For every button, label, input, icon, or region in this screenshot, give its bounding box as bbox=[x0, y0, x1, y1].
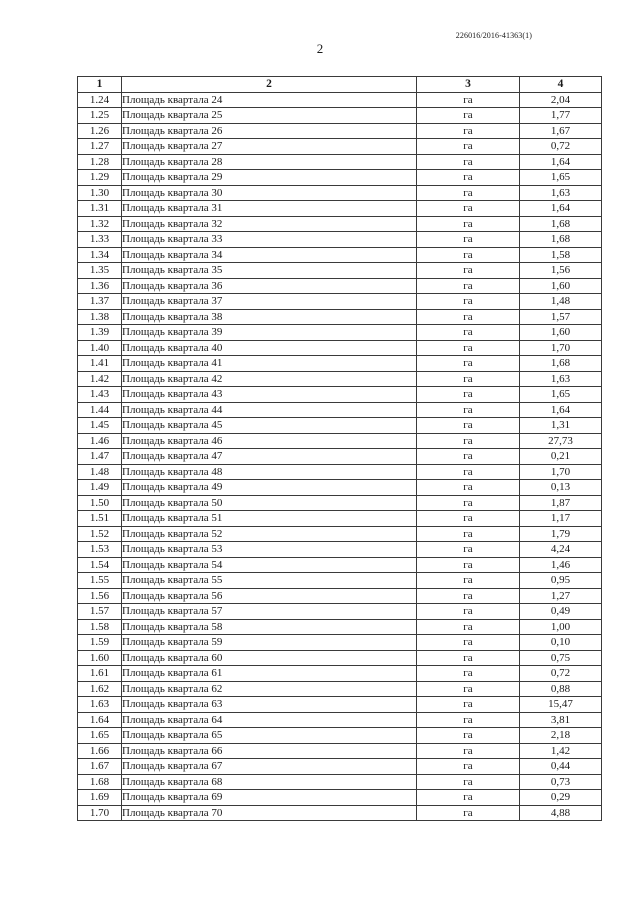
row-number-cell: 1.26 bbox=[78, 123, 122, 139]
row-number-cell: 1.25 bbox=[78, 108, 122, 124]
row-value-cell: 1,64 bbox=[520, 402, 602, 418]
row-value-cell: 0,44 bbox=[520, 759, 602, 775]
row-value-cell: 1,56 bbox=[520, 263, 602, 279]
row-unit-cell: га bbox=[417, 557, 520, 573]
row-name-cell: Площадь квартала 32 bbox=[122, 216, 417, 232]
row-value-cell: 0,72 bbox=[520, 139, 602, 155]
row-name-cell: Площадь квартала 42 bbox=[122, 371, 417, 387]
row-name-cell: Площадь квартала 67 bbox=[122, 759, 417, 775]
row-unit-cell: га bbox=[417, 123, 520, 139]
row-unit-cell: га bbox=[417, 247, 520, 263]
table-row bbox=[78, 309, 602, 325]
row-name-cell: Площадь квартала 61 bbox=[122, 666, 417, 682]
table-row bbox=[78, 480, 602, 496]
row-number-cell: 1.68 bbox=[78, 774, 122, 790]
table-row bbox=[78, 743, 602, 759]
row-value-cell: 1,65 bbox=[520, 170, 602, 186]
table-row bbox=[78, 557, 602, 573]
row-number-cell: 1.45 bbox=[78, 418, 122, 434]
row-value-cell: 0,10 bbox=[520, 635, 602, 651]
row-number-cell: 1.64 bbox=[78, 712, 122, 728]
row-value-cell: 2,18 bbox=[520, 728, 602, 744]
data-table bbox=[77, 76, 602, 821]
table-row bbox=[78, 263, 602, 279]
row-unit-cell: га bbox=[417, 588, 520, 604]
row-number-cell: 1.61 bbox=[78, 666, 122, 682]
row-number-cell: 1.50 bbox=[78, 495, 122, 511]
row-unit-cell: га bbox=[417, 433, 520, 449]
row-name-cell: Площадь квартала 36 bbox=[122, 278, 417, 294]
row-value-cell: 0,73 bbox=[520, 774, 602, 790]
row-number-cell: 1.34 bbox=[78, 247, 122, 263]
column-header-4: 4 bbox=[520, 77, 602, 93]
row-name-cell: Площадь квартала 45 bbox=[122, 418, 417, 434]
table-row bbox=[78, 728, 602, 744]
row-name-cell: Площадь квартала 41 bbox=[122, 356, 417, 372]
column-header-2: 2 bbox=[122, 77, 417, 93]
row-number-cell: 1.31 bbox=[78, 201, 122, 217]
row-value-cell: 0,49 bbox=[520, 604, 602, 620]
table-row bbox=[78, 371, 602, 387]
page-number: 2 bbox=[316, 41, 324, 56]
row-name-cell: Площадь квартала 64 bbox=[122, 712, 417, 728]
row-number-cell: 1.24 bbox=[78, 92, 122, 108]
table-row bbox=[78, 294, 602, 310]
row-number-cell: 1.54 bbox=[78, 557, 122, 573]
table-row bbox=[78, 759, 602, 775]
row-number-cell: 1.36 bbox=[78, 278, 122, 294]
row-unit-cell: га bbox=[417, 263, 520, 279]
row-name-cell: Площадь квартала 57 bbox=[122, 604, 417, 620]
row-value-cell: 1,67 bbox=[520, 123, 602, 139]
row-number-cell: 1.47 bbox=[78, 449, 122, 465]
table-row bbox=[78, 340, 602, 356]
row-name-cell: Площадь квартала 54 bbox=[122, 557, 417, 573]
row-unit-cell: га bbox=[417, 728, 520, 744]
row-value-cell: 1,58 bbox=[520, 247, 602, 263]
row-name-cell: Площадь квартала 62 bbox=[122, 681, 417, 697]
row-value-cell: 4,88 bbox=[520, 805, 602, 821]
table-row bbox=[78, 495, 602, 511]
row-number-cell: 1.49 bbox=[78, 480, 122, 496]
row-unit-cell: га bbox=[417, 449, 520, 465]
row-value-cell: 4,24 bbox=[520, 542, 602, 558]
column-header-3: 3 bbox=[417, 77, 520, 93]
row-unit-cell: га bbox=[417, 371, 520, 387]
row-value-cell: 1,87 bbox=[520, 495, 602, 511]
row-number-cell: 1.29 bbox=[78, 170, 122, 186]
row-unit-cell: га bbox=[417, 139, 520, 155]
row-value-cell: 1,48 bbox=[520, 294, 602, 310]
row-name-cell: Площадь квартала 60 bbox=[122, 650, 417, 666]
row-number-cell: 1.66 bbox=[78, 743, 122, 759]
row-value-cell: 1,64 bbox=[520, 154, 602, 170]
row-unit-cell: га bbox=[417, 480, 520, 496]
row-name-cell: Площадь квартала 39 bbox=[122, 325, 417, 341]
row-value-cell: 1,63 bbox=[520, 371, 602, 387]
row-value-cell: 1,64 bbox=[520, 201, 602, 217]
row-value-cell: 1,27 bbox=[520, 588, 602, 604]
row-unit-cell: га bbox=[417, 790, 520, 806]
row-unit-cell: га bbox=[417, 185, 520, 201]
row-unit-cell: га bbox=[417, 604, 520, 620]
row-name-cell: Площадь квартала 35 bbox=[122, 263, 417, 279]
row-name-cell: Площадь квартала 66 bbox=[122, 743, 417, 759]
row-unit-cell: га bbox=[417, 697, 520, 713]
row-name-cell: Площадь квартала 38 bbox=[122, 309, 417, 325]
row-value-cell: 1,57 bbox=[520, 309, 602, 325]
row-name-cell: Площадь квартала 58 bbox=[122, 619, 417, 635]
table-row bbox=[78, 449, 602, 465]
row-value-cell: 1,79 bbox=[520, 526, 602, 542]
table-row bbox=[78, 635, 602, 651]
row-value-cell: 1,65 bbox=[520, 387, 602, 403]
table-row bbox=[78, 464, 602, 480]
row-unit-cell: га bbox=[417, 356, 520, 372]
table-row bbox=[78, 325, 602, 341]
row-unit-cell: га bbox=[417, 666, 520, 682]
row-unit-cell: га bbox=[417, 387, 520, 403]
row-unit-cell: га bbox=[417, 294, 520, 310]
column-header-1: 1 bbox=[78, 77, 122, 93]
row-number-cell: 1.62 bbox=[78, 681, 122, 697]
row-unit-cell: га bbox=[417, 402, 520, 418]
row-unit-cell: га bbox=[417, 495, 520, 511]
row-number-cell: 1.65 bbox=[78, 728, 122, 744]
row-name-cell: Площадь квартала 59 bbox=[122, 635, 417, 651]
row-name-cell: Площадь квартала 29 bbox=[122, 170, 417, 186]
table-row bbox=[78, 278, 602, 294]
table-row bbox=[78, 650, 602, 666]
table-row bbox=[78, 418, 602, 434]
row-number-cell: 1.30 bbox=[78, 185, 122, 201]
row-name-cell: Площадь квартала 44 bbox=[122, 402, 417, 418]
row-value-cell: 1,68 bbox=[520, 232, 602, 248]
row-name-cell: Площадь квартала 27 bbox=[122, 139, 417, 155]
row-unit-cell: га bbox=[417, 805, 520, 821]
row-name-cell: Площадь квартала 37 bbox=[122, 294, 417, 310]
row-value-cell: 1,70 bbox=[520, 464, 602, 480]
row-value-cell: 15,47 bbox=[520, 697, 602, 713]
row-number-cell: 1.70 bbox=[78, 805, 122, 821]
row-number-cell: 1.41 bbox=[78, 356, 122, 372]
table-row bbox=[78, 185, 602, 201]
row-name-cell: Площадь квартала 51 bbox=[122, 511, 417, 527]
row-number-cell: 1.48 bbox=[78, 464, 122, 480]
row-name-cell: Площадь квартала 63 bbox=[122, 697, 417, 713]
row-unit-cell: га bbox=[417, 325, 520, 341]
row-unit-cell: га bbox=[417, 526, 520, 542]
row-value-cell: 3,81 bbox=[520, 712, 602, 728]
row-number-cell: 1.32 bbox=[78, 216, 122, 232]
row-name-cell: Площадь квартала 69 bbox=[122, 790, 417, 806]
row-value-cell: 0,29 bbox=[520, 790, 602, 806]
table-row bbox=[78, 154, 602, 170]
row-number-cell: 1.39 bbox=[78, 325, 122, 341]
row-value-cell: 0,88 bbox=[520, 681, 602, 697]
row-name-cell: Площадь квартала 48 bbox=[122, 464, 417, 480]
row-value-cell: 1,68 bbox=[520, 216, 602, 232]
row-name-cell: Площадь квартала 33 bbox=[122, 232, 417, 248]
row-name-cell: Площадь квартала 28 bbox=[122, 154, 417, 170]
row-number-cell: 1.35 bbox=[78, 263, 122, 279]
row-number-cell: 1.67 bbox=[78, 759, 122, 775]
table-row bbox=[78, 774, 602, 790]
table-row bbox=[78, 604, 602, 620]
row-number-cell: 1.27 bbox=[78, 139, 122, 155]
table-row bbox=[78, 247, 602, 263]
row-number-cell: 1.52 bbox=[78, 526, 122, 542]
row-unit-cell: га bbox=[417, 681, 520, 697]
row-name-cell: Площадь квартала 34 bbox=[122, 247, 417, 263]
row-name-cell: Площадь квартала 53 bbox=[122, 542, 417, 558]
row-name-cell: Площадь квартала 55 bbox=[122, 573, 417, 589]
table-row bbox=[78, 402, 602, 418]
table-row bbox=[78, 139, 602, 155]
table-row bbox=[78, 108, 602, 124]
table-row bbox=[78, 681, 602, 697]
row-unit-cell: га bbox=[417, 573, 520, 589]
row-unit-cell: га bbox=[417, 92, 520, 108]
row-number-cell: 1.42 bbox=[78, 371, 122, 387]
row-unit-cell: га bbox=[417, 340, 520, 356]
row-name-cell: Площадь квартала 46 bbox=[122, 433, 417, 449]
row-unit-cell: га bbox=[417, 542, 520, 558]
table-row bbox=[78, 92, 602, 108]
row-unit-cell: га bbox=[417, 154, 520, 170]
row-name-cell: Площадь квартала 47 bbox=[122, 449, 417, 465]
row-number-cell: 1.53 bbox=[78, 542, 122, 558]
row-number-cell: 1.58 bbox=[78, 619, 122, 635]
row-value-cell: 1,31 bbox=[520, 418, 602, 434]
row-value-cell: 1,70 bbox=[520, 340, 602, 356]
table-row bbox=[78, 201, 602, 217]
row-unit-cell: га bbox=[417, 712, 520, 728]
row-name-cell: Площадь квартала 52 bbox=[122, 526, 417, 542]
row-value-cell: 27,73 bbox=[520, 433, 602, 449]
row-number-cell: 1.46 bbox=[78, 433, 122, 449]
row-name-cell: Площадь квартала 49 bbox=[122, 480, 417, 496]
row-value-cell: 1,60 bbox=[520, 278, 602, 294]
row-unit-cell: га bbox=[417, 635, 520, 651]
table-row bbox=[78, 526, 602, 542]
row-name-cell: Площадь квартала 50 bbox=[122, 495, 417, 511]
row-name-cell: Площадь квартала 68 bbox=[122, 774, 417, 790]
row-value-cell: 2,04 bbox=[520, 92, 602, 108]
row-name-cell: Площадь квартала 24 bbox=[122, 92, 417, 108]
row-unit-cell: га bbox=[417, 650, 520, 666]
row-value-cell: 0,13 bbox=[520, 480, 602, 496]
row-unit-cell: га bbox=[417, 216, 520, 232]
row-number-cell: 1.63 bbox=[78, 697, 122, 713]
row-unit-cell: га bbox=[417, 418, 520, 434]
table-row bbox=[78, 356, 602, 372]
row-unit-cell: га bbox=[417, 743, 520, 759]
row-unit-cell: га bbox=[417, 759, 520, 775]
row-value-cell: 1,77 bbox=[520, 108, 602, 124]
table-row bbox=[78, 712, 602, 728]
row-unit-cell: га bbox=[417, 619, 520, 635]
row-number-cell: 1.69 bbox=[78, 790, 122, 806]
table-row bbox=[78, 216, 602, 232]
row-number-cell: 1.60 bbox=[78, 650, 122, 666]
row-unit-cell: га bbox=[417, 774, 520, 790]
row-value-cell: 1,00 bbox=[520, 619, 602, 635]
row-unit-cell: га bbox=[417, 170, 520, 186]
row-number-cell: 1.57 bbox=[78, 604, 122, 620]
row-number-cell: 1.44 bbox=[78, 402, 122, 418]
document-id: 226016/2016-41363(1) bbox=[455, 31, 532, 40]
table-row bbox=[78, 805, 602, 821]
table-row bbox=[78, 123, 602, 139]
row-number-cell: 1.40 bbox=[78, 340, 122, 356]
row-name-cell: Площадь квартала 26 bbox=[122, 123, 417, 139]
row-unit-cell: га bbox=[417, 309, 520, 325]
row-name-cell: Площадь квартала 70 bbox=[122, 805, 417, 821]
row-unit-cell: га bbox=[417, 511, 520, 527]
row-name-cell: Площадь квартала 56 bbox=[122, 588, 417, 604]
table-row bbox=[78, 790, 602, 806]
row-value-cell: 0,72 bbox=[520, 666, 602, 682]
table-row bbox=[78, 170, 602, 186]
row-number-cell: 1.28 bbox=[78, 154, 122, 170]
table-row bbox=[78, 433, 602, 449]
table-row bbox=[78, 232, 602, 248]
row-unit-cell: га bbox=[417, 464, 520, 480]
row-name-cell: Площадь квартала 25 bbox=[122, 108, 417, 124]
row-number-cell: 1.56 bbox=[78, 588, 122, 604]
table-header-row bbox=[78, 77, 602, 93]
row-value-cell: 1,42 bbox=[520, 743, 602, 759]
row-number-cell: 1.43 bbox=[78, 387, 122, 403]
row-name-cell: Площадь квартала 65 bbox=[122, 728, 417, 744]
row-value-cell: 0,95 bbox=[520, 573, 602, 589]
row-unit-cell: га bbox=[417, 201, 520, 217]
row-number-cell: 1.55 bbox=[78, 573, 122, 589]
table-row bbox=[78, 588, 602, 604]
row-number-cell: 1.38 bbox=[78, 309, 122, 325]
row-value-cell: 0,75 bbox=[520, 650, 602, 666]
row-value-cell: 1,17 bbox=[520, 511, 602, 527]
table-row bbox=[78, 387, 602, 403]
row-value-cell: 0,21 bbox=[520, 449, 602, 465]
row-number-cell: 1.59 bbox=[78, 635, 122, 651]
row-value-cell: 1,68 bbox=[520, 356, 602, 372]
row-number-cell: 1.33 bbox=[78, 232, 122, 248]
row-unit-cell: га bbox=[417, 278, 520, 294]
row-name-cell: Площадь квартала 31 bbox=[122, 201, 417, 217]
table-row bbox=[78, 573, 602, 589]
table-body bbox=[78, 92, 602, 821]
table-row bbox=[78, 666, 602, 682]
table-row bbox=[78, 697, 602, 713]
table-row bbox=[78, 619, 602, 635]
row-value-cell: 1,63 bbox=[520, 185, 602, 201]
row-unit-cell: га bbox=[417, 108, 520, 124]
row-name-cell: Площадь квартала 40 bbox=[122, 340, 417, 356]
row-unit-cell: га bbox=[417, 232, 520, 248]
table-row bbox=[78, 511, 602, 527]
row-number-cell: 1.37 bbox=[78, 294, 122, 310]
row-value-cell: 1,46 bbox=[520, 557, 602, 573]
row-name-cell: Площадь квартала 30 bbox=[122, 185, 417, 201]
row-value-cell: 1,60 bbox=[520, 325, 602, 341]
table-row bbox=[78, 542, 602, 558]
row-number-cell: 1.51 bbox=[78, 511, 122, 527]
row-name-cell: Площадь квартала 43 bbox=[122, 387, 417, 403]
